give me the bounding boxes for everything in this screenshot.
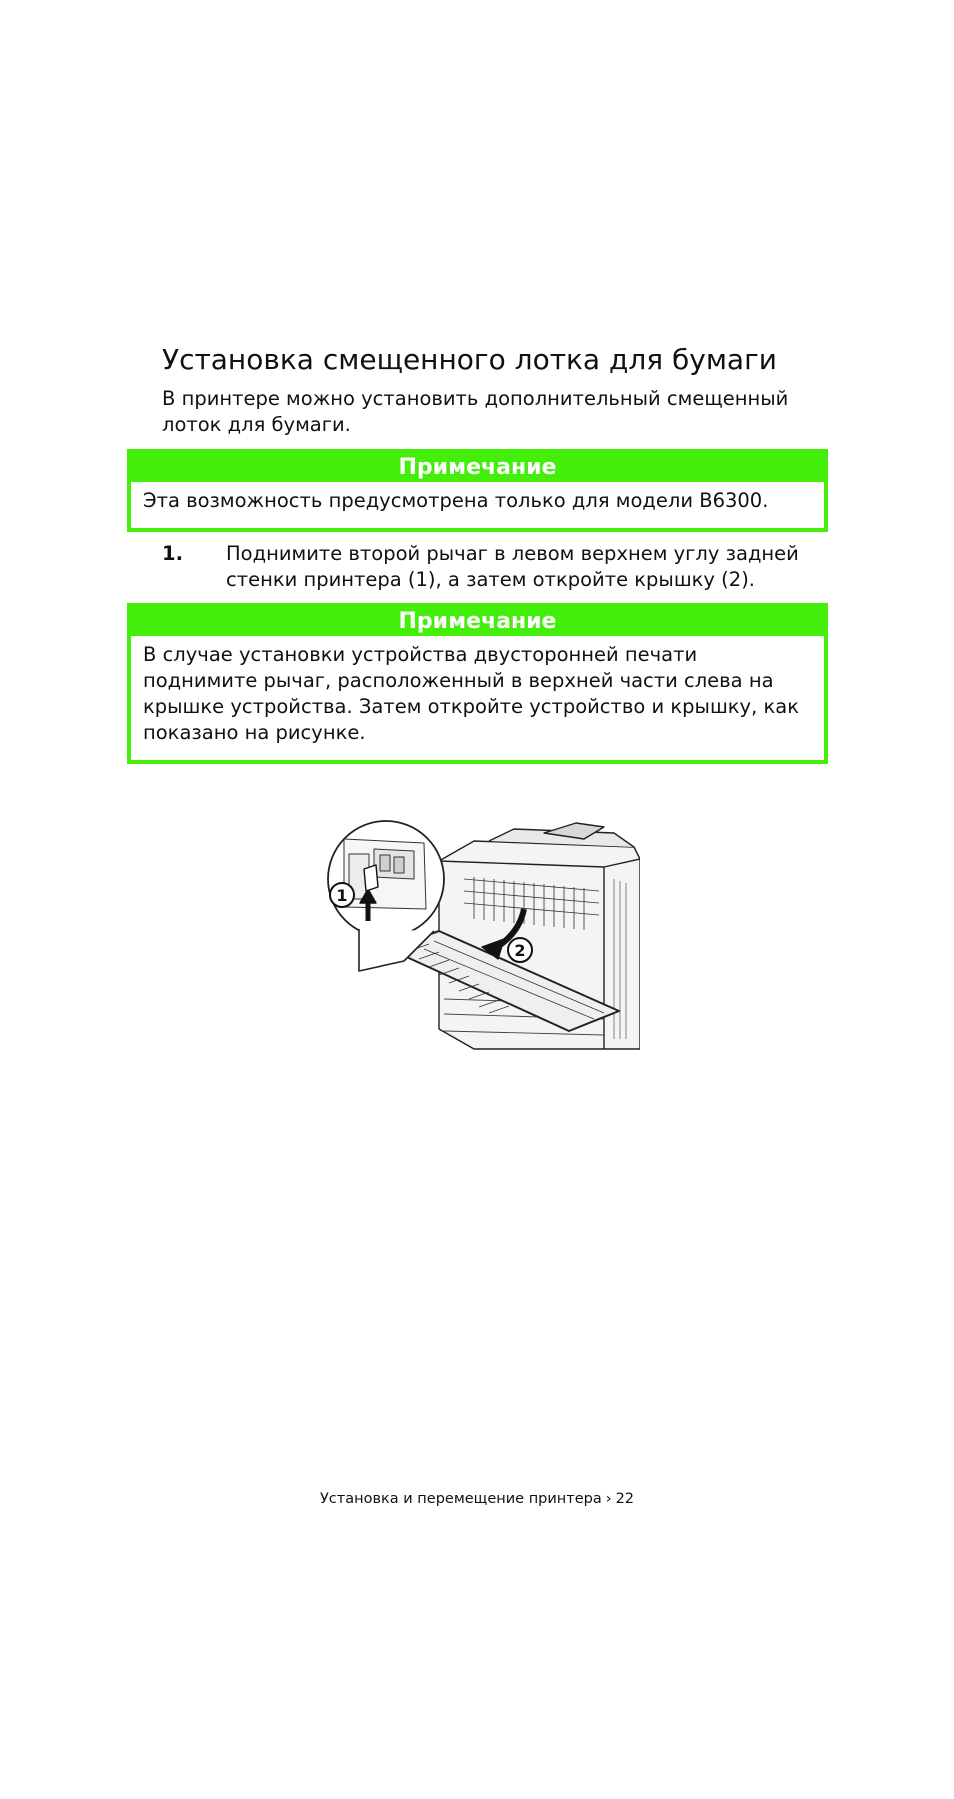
note-header: Примечание bbox=[131, 453, 824, 482]
callout-1 bbox=[330, 883, 354, 907]
note-header: Примечание bbox=[131, 607, 824, 636]
intro-paragraph: В принтере можно установить дополнительный смещенный лоток для бумаги. bbox=[162, 387, 789, 436]
footer-text: Установка и перемещение принтера bbox=[319, 1491, 602, 1507]
callout-2 bbox=[508, 938, 532, 962]
page-number: 22 bbox=[615, 1491, 635, 1507]
step-number: 1. bbox=[162, 542, 183, 565]
svg-text:2: 2 bbox=[514, 941, 526, 960]
page-footer bbox=[0, 1489, 954, 1509]
note-text: Эта возможность предусмотрена только для модели B6300. bbox=[143, 489, 769, 512]
section-title: Установка смещенного лотка для бумаги bbox=[162, 343, 778, 376]
step-text: Поднимите второй рычаг в левом верхнем углу задней стенки принтера (1), а затем откройте крышку (2). bbox=[226, 542, 799, 591]
printer-illustration bbox=[314, 799, 640, 1059]
note-text: В случае установки устройства двусторонней печати поднимите рычаг, расположенный в верхней части слева на крышке устройства. Затем откройте устройство и крышку, как показано на рисунке. bbox=[143, 643, 800, 744]
footer-separator: › bbox=[605, 1491, 612, 1507]
svg-text:1: 1 bbox=[336, 886, 348, 905]
note-box bbox=[127, 449, 828, 532]
note-box bbox=[127, 603, 828, 764]
